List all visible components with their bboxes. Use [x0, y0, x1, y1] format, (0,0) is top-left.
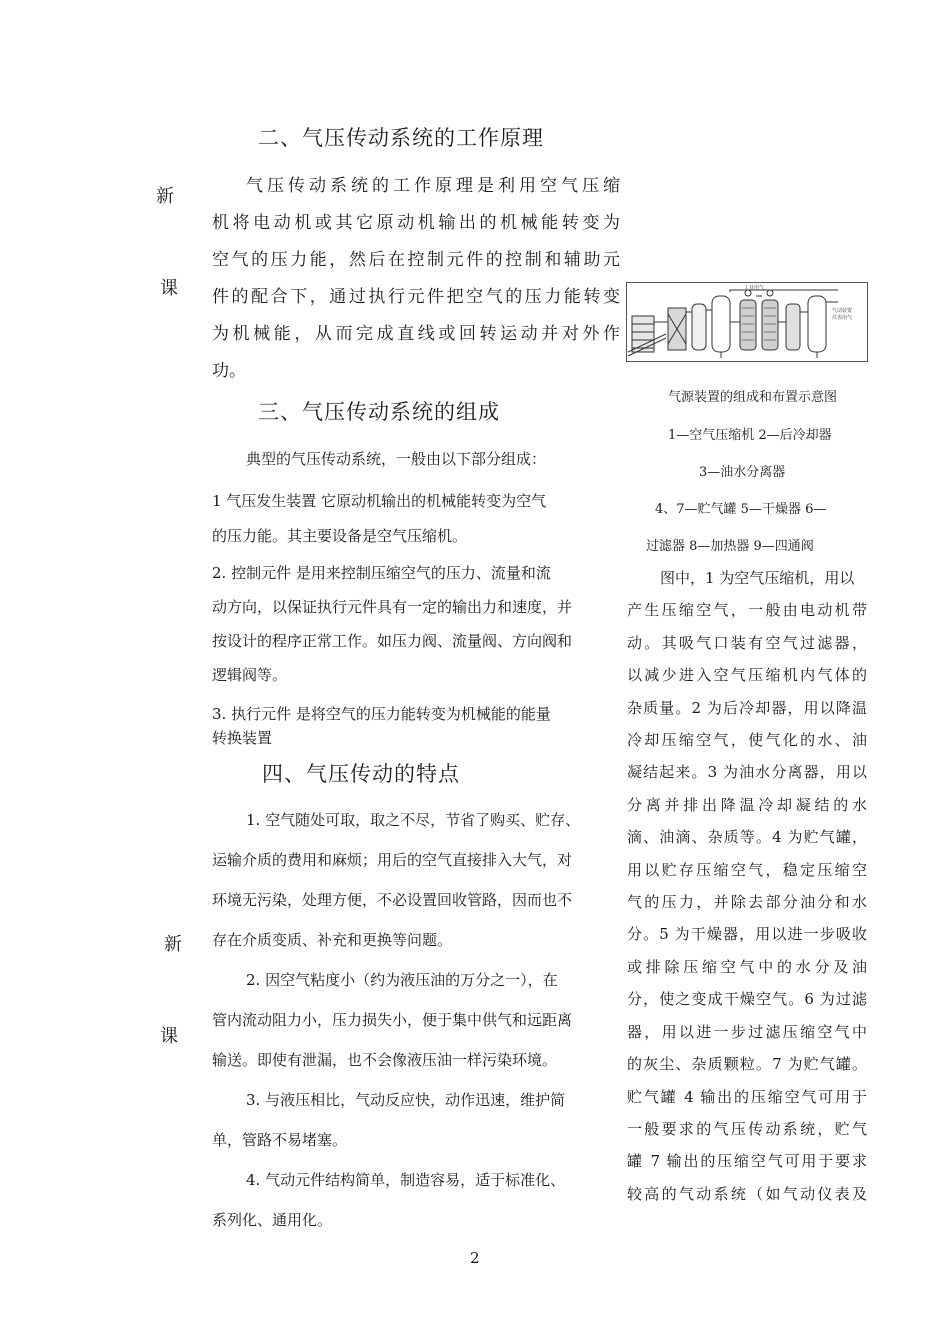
- explanation-line: 罐 7 输出的压缩空气可用于要求: [627, 1152, 867, 1171]
- side-label-lesson-top: 课: [160, 278, 178, 299]
- section2-line: 为机械能，从而完成直线或回转运动并对外作: [212, 324, 620, 344]
- pneumatic-device-label: 气动装置: [832, 308, 853, 314]
- feature-line: 4. 气动元件结构简单，制造容易，适于标准化、: [246, 1171, 566, 1189]
- feature-line: 系列化、通用化。: [212, 1211, 333, 1229]
- instrument-air-label: 仪表用气: [832, 315, 853, 321]
- feature-line: 3. 与液压相比，气动反应快，动作迅速，维护简: [246, 1091, 566, 1109]
- explanation-line: 器，用以进一步过滤压缩空气中: [627, 1022, 867, 1041]
- separator-symbol: [692, 304, 706, 350]
- explanation-line: 图中，1 为空气压缩机，用以: [660, 569, 855, 587]
- feature-paragraph-4: [212, 1160, 610, 1240]
- figure-legend-line: 4、7—贮气罐 5—干燥器 6—: [655, 502, 827, 517]
- section3-item-line: 逻辑阀等。: [212, 666, 288, 684]
- section3-item-2: [212, 556, 610, 692]
- explanation-line: 凝结起来。3 为油水分离器，用以: [627, 763, 867, 782]
- section4-body: [212, 800, 610, 1240]
- feature-line: 1. 空气随处可取，取之不尽，节省了购买、贮存、: [246, 811, 581, 829]
- feature-line: 存在介质变质、补充和更换等问题。: [212, 931, 453, 949]
- filter-symbol: [786, 304, 800, 350]
- feature-line: 运输介质的费用和麻烦；用后的空气直接排入大气，对: [212, 851, 573, 869]
- feature-paragraph-2: [212, 960, 610, 1080]
- section3-item-line: 转换装置: [212, 729, 273, 747]
- side-label-new-bottom: 新: [164, 934, 182, 955]
- section3-item-1: [212, 484, 610, 554]
- section3-item-3: [212, 702, 610, 750]
- air-source-schematic: [626, 282, 868, 362]
- feature-line: 环境无污染，处理方便，不必设置回收管路，因而也不: [212, 891, 573, 909]
- feature-paragraph-3: [212, 1080, 610, 1160]
- section3-heading: 三、气压传动系统的组成: [258, 400, 500, 424]
- explanation-line: 或排除压缩空气中的水分及油: [627, 957, 867, 976]
- section3-intro: 典型的气压传动系统，一般由以下部分组成：: [246, 450, 547, 468]
- explanation-line: 分。5 为干燥器，用以进一步吸收: [627, 925, 867, 944]
- explanation-line: 冷却压缩空气，使气化的水、油: [627, 731, 867, 750]
- explanation-line: 动。其吸气口装有空气过滤器，: [627, 633, 867, 652]
- explanation-line: 的灰尘、杂质颗粒。7 为贮气罐。: [627, 1055, 867, 1074]
- explanation-line: 以减少进入空气压缩机内气体的: [627, 666, 867, 685]
- side-label-new-top: 新: [156, 186, 174, 207]
- feature-line: 单，管路不易堵塞。: [212, 1131, 348, 1149]
- tank-symbol: [808, 296, 826, 358]
- section4-heading: 四、气压传动的特点: [262, 762, 460, 786]
- page-number: 2: [470, 1249, 480, 1267]
- figure-legend-line: 过滤器 8—加热器 9—四通阀: [646, 539, 814, 554]
- explanation-line: 分，使之变成干燥空气。6 为过滤: [627, 990, 867, 1009]
- section3-item-line: 2. 控制元件 是用来控制压缩空气的压力、流量和流: [212, 564, 551, 582]
- explanation-line: 杂质量。2 为后冷却器，用以降温: [627, 698, 867, 717]
- explanation-line: 用以贮存压缩空气，稳定压缩空: [627, 860, 867, 879]
- feature-line: 管内流动阻力小，压力损失小，便于集中供气和远距离: [212, 1011, 573, 1029]
- explanation-line: 气的压力，并除去部分油分和水: [627, 893, 867, 912]
- explanation-line: 一般要求的气压传动系统，贮气: [627, 1119, 867, 1138]
- explanation-line: 分离并排出降温冷却凝结的水: [627, 795, 867, 814]
- figure-caption-title: 气源装置的组成和布置示意图: [668, 390, 838, 405]
- section2-line: 机将电动机或其它原动机输出的机械能转变为: [212, 213, 620, 233]
- explanation-line: 较高的气动系统（如气动仪表及: [627, 1184, 867, 1203]
- section2-paragraph: [212, 168, 620, 390]
- industrial-air-label: 工业用气: [744, 285, 765, 291]
- explanation-line: 产生压缩空气，一般由电动机带: [627, 601, 867, 620]
- section3-item-line: 动方向，以保证执行元件具有一定的输出力和速度，并: [212, 598, 573, 616]
- feature-line: 2. 因空气粘度小（约为液压油的万分之一），在: [246, 971, 558, 989]
- side-label-lesson-bottom: 课: [160, 1026, 178, 1047]
- figure-legend-line: 3—油水分离器: [699, 465, 786, 480]
- section2-line: 空气的压力能，然后在控制元件的控制和辅助元: [212, 250, 620, 270]
- explanation-line: 滴、油滴、杂质等。4 为贮气罐，: [627, 828, 867, 847]
- figure-explanation: [627, 562, 867, 1210]
- section3-item-line: 3. 执行元件 是将空气的压力能转变为机械能的能量: [212, 705, 551, 723]
- tank-symbol: [712, 296, 730, 358]
- explanation-line: 贮气罐 4 输出的压缩空气可用于: [627, 1087, 867, 1106]
- air-source-diagram: [626, 282, 868, 362]
- section3-item-line: 1 气压发生装置 它原动机输出的机械能转变为空气: [212, 492, 547, 510]
- section3-item-line: 按设计的程序正常工作。如压力阀、流量阀、方向阀和: [212, 632, 573, 650]
- aftercooler-symbol: [668, 308, 686, 350]
- feature-paragraph-1: [212, 800, 610, 960]
- section2-line: 功。: [212, 361, 246, 381]
- section2-heading: 二、气压传动系统的工作原理: [258, 126, 544, 150]
- section2-line: 气压传动系统的工作原理是利用空气压缩: [246, 176, 620, 196]
- feature-line: 输送。即使有泄漏，也不会像液压油一样污染环境。: [212, 1051, 558, 1069]
- figure-legend-line: 1—空气压缩机 2—后冷却器: [668, 428, 832, 443]
- section2-line: 件的配合下，通过执行元件把空气的压力能转变: [212, 287, 620, 307]
- section3-item-line: 的压力能。其主要设备是空气压缩机。: [212, 527, 468, 545]
